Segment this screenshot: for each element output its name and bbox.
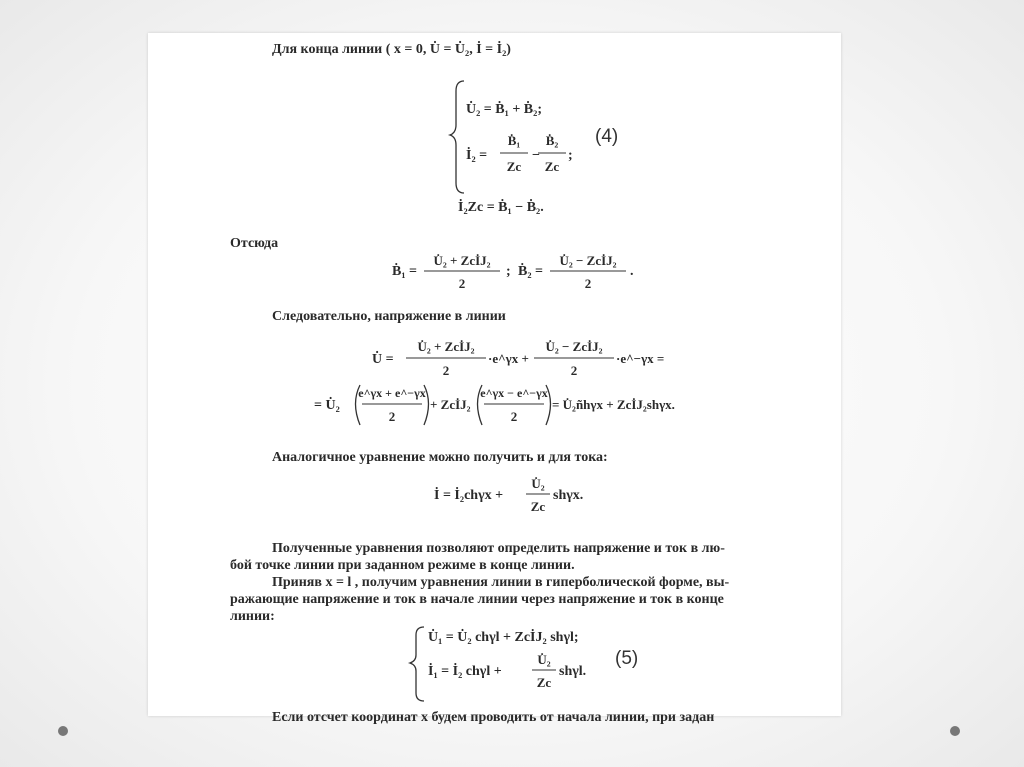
b1-den: 2 [458,276,466,291]
sledovatelno-text: Следовательно, напряжение в линии [272,309,506,324]
i-frac-num: U̇₂ [531,476,545,491]
u-lhs: U̇ = [372,352,394,367]
document-content [148,33,841,725]
eq-iz: İ₂Zc = Ḃ₁ − Ḃ₂. [458,200,544,215]
sys5-eq2-lhs: İ₁ = İ₂ chγl + [428,664,502,679]
b2-lhs: Ḃ₂ = [518,264,544,279]
sys4-semicolon: ; [568,148,573,163]
b2-den: 2 [584,276,592,291]
analog-text: Аналогичное уравнение можно получить и для тока: [272,450,608,465]
intro-line: Для конца линии ( x = 0, U̇ = U̇₂, İ = İ₂) [272,42,511,57]
para1-line2: бой точке линии при заданном режиме в конце линии. [230,558,575,573]
b-end: . [630,264,634,279]
b1-num: U̇₂ + ZcİJ₂ [433,253,491,268]
sys4-frac2-num: Ḃ₂ [545,133,559,148]
sys4-eq2-lhs: İ₂ = [466,148,488,163]
cut-off-line: Если отсчет координат x будем проводить от начала линии, при задан [272,710,715,725]
sys4-frac1-den: Zc [506,159,522,174]
sys4-eq1: U̇₂ = Ḃ₁ + Ḃ₂; [466,102,542,117]
otsyuda-text: Отсюда [230,236,279,251]
next-slide-dot[interactable] [950,726,960,736]
sys5-frac-den: Zc [536,675,552,690]
u-frac1-num: U̇₂ + ZcİJ₂ [417,339,475,354]
sys4-minus: − [532,148,540,163]
system4-brace [450,81,464,193]
document-page [148,33,841,725]
sys5-frac-num: U̇₂ [537,652,551,667]
i-end: shγx. [553,488,584,503]
u2-frac2-den: 2 [510,409,518,424]
sys4-frac1-num: Ḃ₁ [507,133,521,148]
para1-line1: Полученные уравнения позволяют определить напряжение и ток в лю- [272,541,725,556]
equation-number-4: (4) [595,126,619,147]
para2-line3: линии: [230,609,275,624]
equation-number-5: (5) [615,648,639,669]
sys4-frac2-den: Zc [544,159,560,174]
sys5-eq2-end: shγl. [559,664,587,679]
u2-mid: + ZcİJ₂ [430,397,471,412]
u2-frac2-num: e^γx − e^−γx [480,386,548,400]
prev-slide-dot[interactable] [58,726,68,736]
para2-line1: Приняв x = l , получим уравнения линии в гиперболической форме, вы- [272,575,730,590]
u-exp1: ·e^γx + [488,351,529,366]
u-frac1-den: 2 [442,363,450,378]
u2-frac1-den: 2 [388,409,396,424]
u-frac2-num: U̇₂ − ZcİJ₂ [545,339,603,354]
i-frac-den: Zc [530,499,546,514]
u-exp2: ·e^−γx = [616,351,665,366]
i-lhs: İ = İ₂chγx + [434,488,504,503]
sys5-eq1: U̇₁ = U̇₂ chγl + ZcİJ₂ shγl; [428,630,579,645]
u-frac2-den: 2 [570,363,578,378]
b1-lhs: Ḃ₁ = [392,264,418,279]
u2-frac1-num: e^γx + e^−γx [358,386,426,400]
b-separator: ; [506,264,511,279]
system5-brace [410,627,424,701]
u2-end: = U̇₂ñhγx + ZcİJ₂shγx. [552,397,675,412]
b2-num: U̇₂ − ZcİJ₂ [559,253,617,268]
u2-start: = U̇₂ [314,398,340,413]
para2-line2: ражающие напряжение и ток в начале линии через напряжение и ток в конце [230,592,724,607]
